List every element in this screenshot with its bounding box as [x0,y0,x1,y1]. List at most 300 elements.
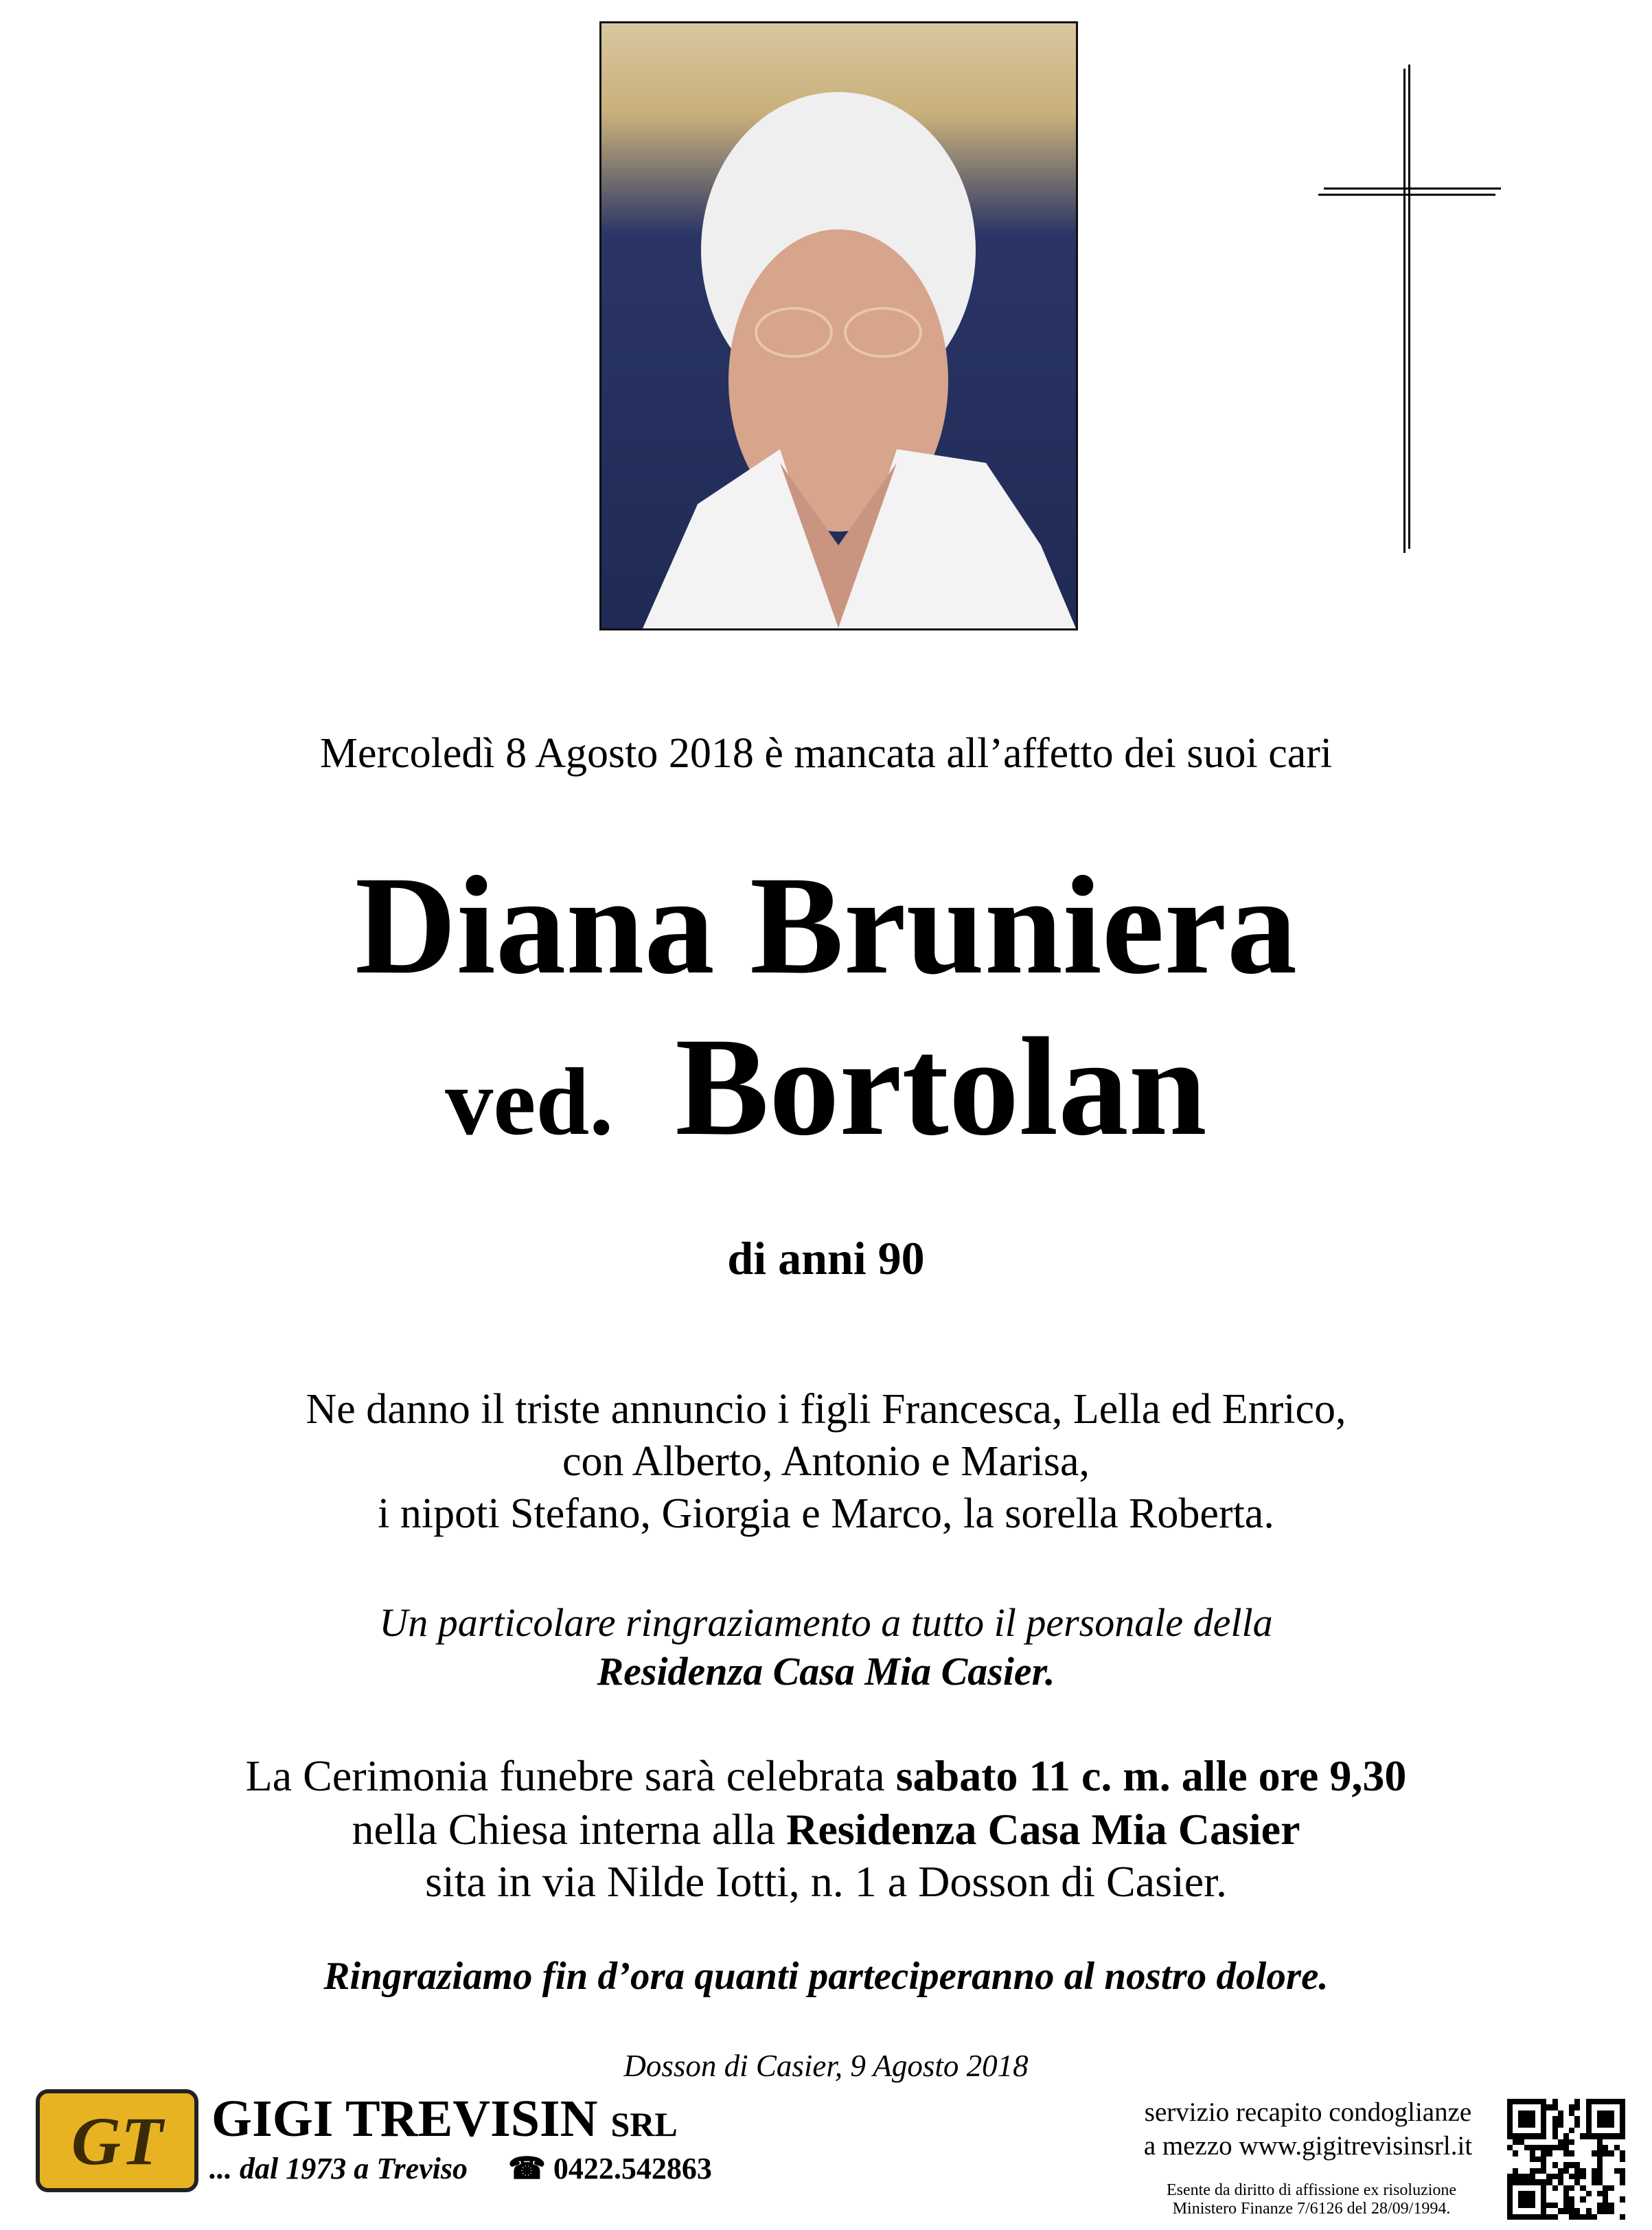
qr-module [1586,2122,1592,2128]
qr-module [1541,2196,1546,2202]
qr-module [1535,2162,1541,2168]
thanks-residence: Residenza Casa Mia Casier. [597,1649,1055,1694]
qr-module [1524,2116,1530,2121]
qr-module [1580,2139,1585,2145]
qr-module [1552,2179,1558,2185]
qr-module [1597,2128,1603,2133]
qr-module [1597,2110,1603,2116]
qr-module [1574,2133,1580,2139]
qr-module [1513,2196,1518,2202]
qr-module [1563,2196,1569,2202]
qr-module [1530,2196,1535,2202]
qr-module [1524,2185,1530,2191]
qr-module [1592,2122,1597,2128]
qr-module [1586,2150,1592,2156]
qr-module [1535,2099,1541,2104]
qr-module [1569,2145,1574,2150]
qr-module [1597,2139,1603,2145]
qr-module [1535,2214,1541,2220]
qr-module [1574,2139,1580,2145]
qr-module [1558,2162,1563,2168]
qr-module [1513,2179,1518,2185]
qr-module [1580,2179,1585,2185]
qr-module [1620,2168,1625,2174]
qr-module [1603,2139,1608,2145]
qr-module [1586,2128,1592,2133]
qr-module [1558,2185,1563,2191]
qr-module [1574,2208,1580,2214]
qr-module [1546,2099,1552,2104]
qr-module [1558,2122,1563,2128]
qr-module [1535,2185,1541,2191]
place-date: Dosson di Casier, 9 Agosto 2018 [623,2049,1029,2083]
qr-module [1518,2157,1524,2162]
qr-module [1603,2128,1608,2133]
qr-module [1507,2196,1513,2202]
qr-module [1563,2128,1569,2133]
qr-module [1614,2179,1620,2185]
qr-module [1597,2133,1603,2139]
qr-module [1563,2214,1569,2220]
qr-module [1603,2145,1608,2150]
qr-module [1535,2150,1541,2156]
qr-module [1518,2162,1524,2168]
qr-module [1518,2208,1524,2214]
qr-module [1608,2179,1614,2185]
qr-module [1614,2145,1620,2150]
qr-module [1558,2208,1563,2214]
qr-module [1507,2139,1513,2145]
qr-module [1507,2174,1513,2179]
qr-module [1507,2122,1513,2128]
qr-module [1574,2116,1580,2121]
qr-module [1592,2196,1597,2202]
qr-module [1558,2145,1563,2150]
ceremony-line [0,1751,1652,1801]
qr-module [1535,2196,1541,2202]
qr-module [1535,2116,1541,2121]
qr-module [1513,2150,1518,2156]
qr-module [1563,2203,1569,2208]
qr-module [1586,2168,1592,2174]
qr-module [1580,2174,1585,2179]
qr-module [1507,2150,1513,2156]
qr-module [1530,2157,1535,2162]
qr-module [1620,2104,1625,2110]
qr-module [1535,2133,1541,2139]
qr-module [1597,2191,1603,2196]
qr-module [1597,2157,1603,2162]
qr-module [1518,2110,1524,2116]
qr-module [1524,2191,1530,2196]
portrait-photo [599,21,1078,630]
married-name: Bortolan [675,1009,1207,1165]
qr-module [1552,2099,1558,2104]
qr-module [1620,2110,1625,2116]
qr-module [1530,2168,1535,2174]
qr-module [1541,2185,1546,2191]
qr-module [1603,2174,1608,2179]
qr-module [1552,2139,1558,2145]
qr-module [1608,2128,1614,2133]
qr-module [1580,2168,1585,2174]
qr-module [1603,2214,1608,2220]
qr-module [1546,2104,1552,2110]
qr-module [1530,2203,1535,2208]
qr-module [1535,2168,1541,2174]
qr-module [1558,2104,1563,2110]
qr-module [1586,2185,1592,2191]
qr-module [1574,2128,1580,2133]
qr-module [1563,2145,1569,2150]
qr-module [1608,2139,1614,2145]
qr-module [1569,2116,1574,2121]
qr-module [1603,2196,1608,2202]
qr-module [1552,2203,1558,2208]
qr-module [1546,2191,1552,2196]
qr-module [1530,2185,1535,2191]
qr-module [1518,2128,1524,2133]
qr-module [1586,2133,1592,2139]
company-phone [508,2151,712,2186]
closing-thanks: Ringraziamo fin d’ora quanti parteciperanno al nostro dolore. [323,1955,1329,1998]
qr-module [1563,2162,1569,2168]
qr-module [1586,2214,1592,2220]
qr-module [1592,2145,1597,2150]
qr-module [1614,2203,1620,2208]
qr-module [1524,2214,1530,2220]
qr-module [1592,2116,1597,2121]
qr-module [1614,2128,1620,2133]
qr-module [1530,2162,1535,2168]
qr-module [1524,2203,1530,2208]
qr-module [1518,2116,1524,2121]
ceremony-text: nella Chiesa interna alla [352,1805,787,1854]
qr-module [1603,2162,1608,2168]
exemption-note: Esente da diritto di affissione ex risoluzione [1166,2181,1457,2199]
qr-module [1592,2208,1597,2214]
qr-module [1586,2179,1592,2185]
qr-module [1558,2174,1563,2179]
qr-module [1597,2116,1603,2121]
qr-module [1546,2157,1552,2162]
qr-module [1574,2168,1580,2174]
qr-module [1614,2104,1620,2110]
qr-module [1558,2128,1563,2133]
qr-module [1569,2157,1574,2162]
qr-module [1580,2203,1585,2208]
qr-module [1614,2162,1620,2168]
qr-module [1608,2099,1614,2104]
qr-module [1552,2185,1558,2191]
qr-module [1546,2203,1552,2208]
qr-module [1620,2214,1625,2220]
qr-module [1586,2110,1592,2116]
qr-module [1513,2116,1518,2121]
qr-module [1620,2122,1625,2128]
qr-module [1597,2162,1603,2168]
qr-module [1530,2191,1535,2196]
qr-module [1603,2191,1608,2196]
qr-module [1513,2145,1518,2150]
qr-module [1524,2168,1530,2174]
qr-module [1552,2145,1558,2150]
qr-module [1541,2162,1546,2168]
qr-module [1603,2208,1608,2214]
qr-module [1558,2203,1563,2208]
qr-module [1603,2104,1608,2110]
qr-module [1569,2150,1574,2156]
qr-module [1597,2099,1603,2104]
qr-module [1530,2110,1535,2116]
qr-module [1620,2174,1625,2179]
qr-module [1513,2110,1518,2116]
qr-module [1530,2150,1535,2156]
qr-module [1552,2128,1558,2133]
qr-module [1586,2139,1592,2145]
qr-module [1552,2174,1558,2179]
qr-module [1580,2104,1585,2110]
qr-module [1620,2185,1625,2191]
qr-module [1524,2157,1530,2162]
qr-module [1558,2116,1563,2121]
qr-module [1603,2168,1608,2174]
qr-module [1518,2185,1524,2191]
qr-module [1592,2162,1597,2168]
service-website[interactable]: a mezzo www.gigitrevisinsrl.it [1143,2131,1473,2161]
qr-module [1569,2191,1574,2196]
phone-icon: ☎ [508,2152,546,2185]
qr-module [1597,2168,1603,2174]
qr-module [1535,2104,1541,2110]
qr-module [1603,2099,1608,2104]
qr-module [1586,2174,1592,2179]
widow-prefix: ved. [445,1049,614,1155]
qr-module [1518,2174,1524,2179]
qr-module [1586,2196,1592,2202]
qr-code-icon[interactable] [1507,2099,1625,2220]
qr-module [1546,2116,1552,2121]
qr-module [1608,2133,1614,2139]
qr-module [1608,2122,1614,2128]
qr-module [1569,2174,1574,2179]
qr-module [1592,2150,1597,2156]
qr-module [1513,2122,1518,2128]
qr-module [1513,2133,1518,2139]
qr-module [1552,2162,1558,2168]
qr-module [1603,2150,1608,2156]
qr-module [1608,2162,1614,2168]
qr-module [1569,2179,1574,2185]
qr-module [1569,2208,1574,2214]
qr-module [1518,2203,1524,2208]
qr-module [1535,2179,1541,2185]
qr-module [1507,2203,1513,2208]
qr-module [1507,2168,1513,2174]
qr-module [1541,2133,1546,2139]
qr-module [1541,2168,1546,2174]
phone-number: 0422.542863 [553,2152,712,2185]
qr-module [1530,2099,1535,2104]
qr-module [1580,2133,1585,2139]
qr-module [1535,2174,1541,2179]
qr-module [1552,2168,1558,2174]
qr-module [1569,2110,1574,2116]
qr-module [1603,2133,1608,2139]
qr-module [1552,2150,1558,2156]
qr-module [1524,2099,1530,2104]
qr-module [1574,2203,1580,2208]
qr-module [1530,2208,1535,2214]
qr-module [1507,2214,1513,2220]
qr-module [1580,2208,1585,2214]
qr-module [1524,2208,1530,2214]
qr-module [1563,2110,1569,2116]
qr-module [1546,2214,1552,2220]
qr-module [1620,2133,1625,2139]
qr-module [1513,2174,1518,2179]
qr-module [1586,2099,1592,2104]
qr-module [1518,2099,1524,2104]
qr-module [1586,2208,1592,2214]
qr-module [1580,2162,1585,2168]
qr-module [1546,2145,1552,2150]
qr-module [1524,2196,1530,2202]
qr-module [1507,2191,1513,2196]
qr-module [1524,2145,1530,2150]
qr-module [1569,2139,1574,2145]
qr-module [1597,2179,1603,2185]
qr-module [1541,2122,1546,2128]
qr-module [1603,2185,1608,2191]
qr-module [1563,2122,1569,2128]
qr-module [1541,2174,1546,2179]
qr-module [1569,2196,1574,2202]
qr-module [1597,2122,1603,2128]
qr-module [1592,2157,1597,2162]
qr-module [1608,2174,1614,2179]
qr-module [1592,2139,1597,2145]
qr-module [1518,2179,1524,2185]
qr-module [1507,2104,1513,2110]
qr-module [1524,2162,1530,2168]
qr-module [1614,2185,1620,2191]
qr-module [1530,2174,1535,2179]
qr-module [1580,2128,1585,2133]
qr-module [1580,2196,1585,2202]
qr-module [1563,2174,1569,2179]
ceremony-datetime: sabato 11 c. m. alle ore 9,30 [895,1751,1407,1800]
qr-module [1535,2208,1541,2214]
qr-module [1558,2191,1563,2196]
qr-module [1552,2196,1558,2202]
qr-module [1563,2168,1569,2174]
qr-module [1546,2122,1552,2128]
qr-module [1569,2099,1574,2104]
qr-module [1535,2139,1541,2145]
qr-module [1574,2099,1580,2104]
qr-module [1513,2185,1518,2191]
qr-module [1558,2139,1563,2145]
qr-module [1518,2150,1524,2156]
service-line: servizio recapito condoglianze [1144,2097,1472,2127]
qr-module [1530,2122,1535,2128]
qr-module [1592,2214,1597,2220]
qr-module [1574,2191,1580,2196]
qr-module [1569,2203,1574,2208]
qr-module [1541,2099,1546,2104]
qr-module [1586,2191,1592,2196]
qr-module [1558,2196,1563,2202]
married-name-line [0,1009,1652,1165]
qr-module [1546,2168,1552,2174]
thanks-line: Un particolare ringraziamento a tutto il personale della [379,1600,1273,1645]
qr-module [1574,2174,1580,2179]
qr-module [1507,2116,1513,2121]
qr-module [1569,2162,1574,2168]
qr-module [1518,2104,1524,2110]
qr-module [1574,2196,1580,2202]
qr-module [1569,2104,1574,2110]
ceremony-location: Residenza Casa Mia Casier [786,1805,1300,1854]
qr-module [1608,2157,1614,2162]
qr-module [1569,2128,1574,2133]
qr-module [1541,2116,1546,2121]
qr-module [1597,2145,1603,2150]
qr-module [1513,2162,1518,2168]
qr-module [1507,2133,1513,2139]
qr-module [1507,2208,1513,2214]
qr-module [1597,2174,1603,2179]
qr-module [1563,2185,1569,2191]
qr-module [1507,2145,1513,2150]
qr-module [1580,2191,1585,2196]
qr-module [1569,2133,1574,2139]
qr-module [1513,2139,1518,2145]
qr-module [1563,2150,1569,2156]
qr-module [1552,2208,1558,2214]
qr-module [1592,2203,1597,2208]
qr-module [1597,2214,1603,2220]
qr-module [1620,2196,1625,2202]
qr-module [1513,2208,1518,2214]
qr-module [1597,2104,1603,2110]
qr-module [1558,2133,1563,2139]
qr-module [1592,2133,1597,2139]
qr-module [1592,2168,1597,2174]
qr-module [1546,2196,1552,2202]
qr-module [1563,2208,1569,2214]
qr-module [1586,2145,1592,2150]
qr-module [1620,2099,1625,2104]
qr-module [1608,2145,1614,2150]
qr-module [1620,2139,1625,2145]
company-name [211,2089,678,2149]
qr-module [1614,2208,1620,2214]
qr-module [1574,2145,1580,2150]
ceremony-line [0,1804,1652,1855]
qr-module [1558,2168,1563,2174]
qr-module [1569,2185,1574,2191]
qr-module [1541,2191,1546,2196]
qr-module [1518,2196,1524,2202]
qr-module [1569,2122,1574,2128]
qr-module [1580,2116,1585,2121]
qr-module [1603,2116,1608,2121]
qr-module [1513,2168,1518,2174]
qr-module [1518,2133,1524,2139]
qr-module [1535,2157,1541,2162]
